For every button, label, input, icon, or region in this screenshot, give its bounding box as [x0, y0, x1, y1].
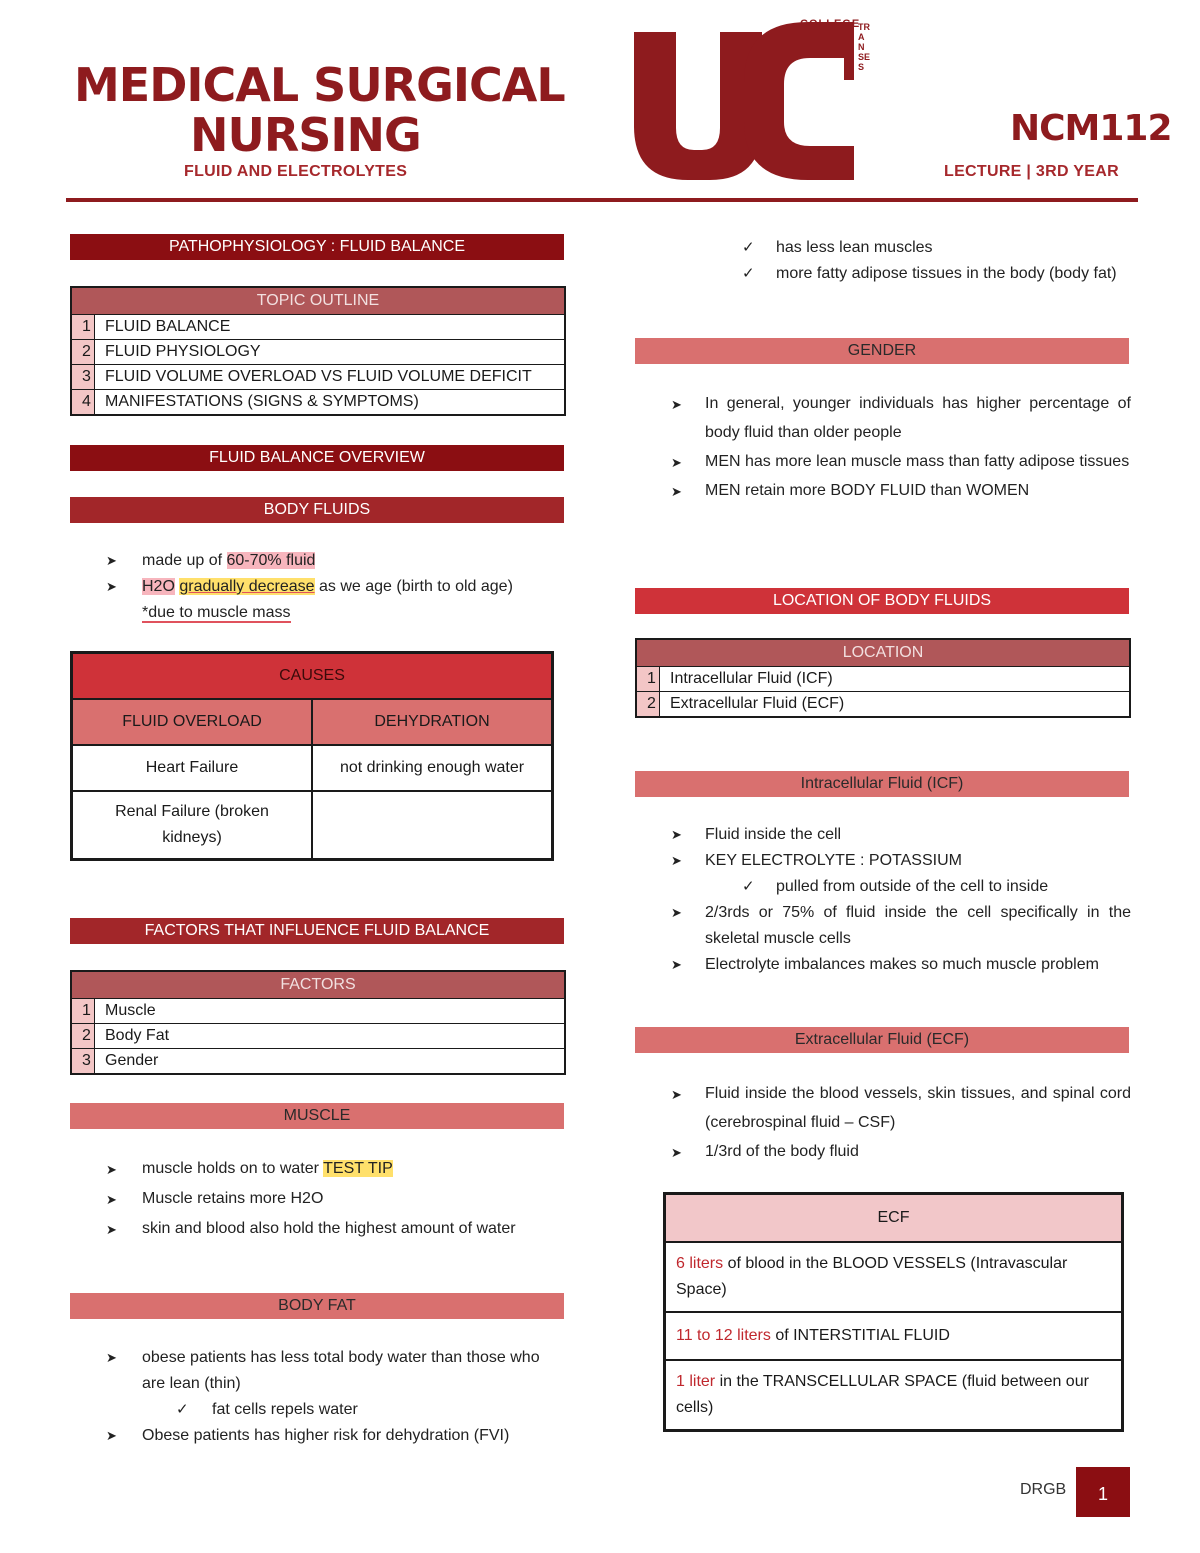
cell: [312, 791, 553, 860]
checkmark-icon: ✓: [742, 239, 755, 256]
arrow-bullet-icon: ➤: [671, 853, 682, 868]
checkmark-icon: ✓: [742, 265, 755, 282]
list-item: [106, 1214, 566, 1244]
row-text: FLUID BALANCE: [95, 315, 566, 340]
text: Muscle retains more H2O: [142, 1190, 324, 1207]
text: made up of: [142, 552, 227, 569]
table-row: [71, 315, 565, 340]
location-header: LOCATION: [636, 639, 1130, 667]
volume-text: 11 to 12 liters: [676, 1327, 771, 1344]
arrow-bullet-icon: ➤: [671, 397, 682, 412]
table-row: [71, 365, 565, 390]
ecf-header: ECF: [665, 1194, 1123, 1243]
row-text: Extracellular Fluid (ECF): [660, 692, 1131, 718]
highlight-text: H2O: [142, 578, 175, 595]
list-item: [106, 1154, 566, 1184]
row-text: FLUID VOLUME OVERLOAD VS FLUID VOLUME DEFICIT: [95, 365, 566, 390]
cell: Renal Failure (broken kidneys): [72, 791, 313, 860]
factors-table: [70, 970, 566, 1075]
check-item: [742, 261, 1132, 287]
header-divider: [66, 198, 1138, 202]
arrow-bullet-icon: ➤: [106, 1192, 117, 1207]
arrow-bullet-icon: ➤: [671, 484, 682, 499]
arrow-bullet-icon: ➤: [671, 455, 682, 470]
text: skin and blood also hold the highest amount of water: [142, 1220, 516, 1237]
list-item: [671, 389, 1131, 447]
row-number: 2: [71, 340, 95, 365]
page-number: 1: [1076, 1467, 1130, 1517]
highlight-text: 60-70% fluid: [226, 552, 316, 569]
table-row: [71, 340, 565, 365]
text: In general, younger individuals has higher percentage of body fluid than older people: [705, 395, 1131, 441]
table-row: [71, 1049, 565, 1075]
text: of blood in the BLOOD VESSELS (Intravascular Space): [676, 1255, 1068, 1298]
topic-outline-header: TOPIC OUTLINE: [71, 287, 565, 315]
body-fluids-bar: BODY FLUIDS: [70, 497, 564, 523]
list-item: [671, 848, 1131, 874]
text: fat cells repels water: [212, 1401, 358, 1418]
row-text: Muscle: [95, 999, 566, 1024]
col-header-dehydration: DEHYDRATION: [312, 699, 553, 745]
text: Obese patients has higher risk for dehydration (FVI): [142, 1427, 510, 1444]
list-item: [106, 1423, 566, 1449]
muscle-bar: MUSCLE: [70, 1103, 564, 1129]
check-item: [742, 235, 1132, 261]
muscle-list: [106, 1154, 566, 1244]
table-row: [636, 667, 1130, 692]
footer-initials: DRGB: [1020, 1481, 1067, 1498]
overview-bar: FLUID BALANCE OVERVIEW: [70, 445, 564, 471]
factors-header: FACTORS: [71, 971, 565, 999]
list-item: [106, 574, 566, 600]
factors-bar: FACTORS THAT INFLUENCE FLUID BALANCE: [70, 918, 564, 944]
uc-logo: [632, 18, 882, 188]
volume-text: 6 liters: [676, 1255, 724, 1272]
note-text: *due to muscle mass: [142, 604, 291, 621]
doc-title-line1: MEDICAL SURGICAL: [74, 58, 565, 112]
arrow-bullet-icon: ➤: [106, 1162, 117, 1177]
text: Fluid inside the blood vessels, skin tissues, and spinal cord (cerebrospinal fluid – CSF): [705, 1085, 1131, 1131]
course-info: LECTURE | 3RD YEAR: [944, 163, 1119, 180]
table-row: [71, 999, 565, 1024]
checkmark-icon: ✓: [176, 1401, 189, 1418]
test-tip-highlight: TEST TIP: [323, 1160, 393, 1177]
checkmark-icon: ✓: [742, 878, 755, 895]
highlight-text: gradually decrease: [179, 578, 315, 595]
list-item: [671, 952, 1131, 978]
text: Fluid inside the cell: [705, 826, 842, 843]
arrow-bullet-icon: ➤: [671, 905, 682, 920]
arrow-bullet-icon: ➤: [671, 957, 682, 972]
text: MEN has more lean muscle mass than fatty adipose tissues: [705, 453, 1130, 470]
table-row: [636, 692, 1130, 718]
text: muscle holds on to water: [142, 1160, 324, 1177]
pathophysiology-bar: PATHOPHYSIOLOGY : FLUID BALANCE: [70, 234, 564, 260]
list-item: [671, 1137, 1131, 1166]
ecf-row: [665, 1242, 1123, 1312]
text: KEY ELECTROLYTE : POTASSIUM: [705, 852, 962, 869]
ecf-bar: Extracellular Fluid (ECF): [635, 1027, 1129, 1053]
check-item: [106, 1397, 566, 1423]
causes-table: [70, 651, 554, 861]
body-fat-bar: BODY FAT: [70, 1293, 564, 1319]
arrow-bullet-icon: ➤: [106, 553, 117, 568]
body-fat-list: [106, 1345, 566, 1449]
body-fluids-list: [106, 548, 566, 626]
list-item: [106, 1345, 566, 1397]
course-code: NCM112: [1010, 108, 1172, 149]
text: more fatty adipose tissues in the body (body fat): [776, 265, 1117, 282]
row-number: 2: [71, 1024, 95, 1049]
row-number: 3: [71, 365, 95, 390]
row-text: FLUID PHYSIOLOGY: [95, 340, 566, 365]
list-item: [671, 822, 1131, 848]
row-number: 2: [636, 692, 660, 718]
list-item: [671, 1079, 1131, 1137]
row-text: Body Fat: [95, 1024, 566, 1049]
text: pulled from outside of the cell to inside: [776, 878, 1049, 895]
arrow-bullet-icon: ➤: [671, 827, 682, 842]
arrow-bullet-icon: ➤: [671, 1145, 682, 1160]
text: has less lean muscles: [776, 239, 933, 256]
list-note: [106, 600, 566, 626]
volume-text: 1 liter: [676, 1373, 716, 1390]
ecf-list: [671, 1079, 1131, 1166]
text: MEN retain more BODY FLUID than WOMEN: [705, 482, 1030, 499]
arrow-bullet-icon: ➤: [106, 1428, 117, 1443]
list-item: [671, 900, 1131, 952]
text: of INTERSTITIAL FLUID: [770, 1327, 950, 1344]
ecf-row: [665, 1312, 1123, 1360]
text: Electrolyte imbalances makes so much muscle problem: [705, 956, 1099, 973]
cell: not drinking enough water: [312, 745, 553, 791]
doc-title-line2: NURSING: [190, 108, 421, 162]
row-text: Gender: [95, 1049, 566, 1075]
cell: Heart Failure: [72, 745, 313, 791]
row-number: 3: [71, 1049, 95, 1075]
check-item: [671, 874, 1131, 900]
arrow-bullet-icon: ➤: [106, 1350, 117, 1365]
list-item: [671, 476, 1131, 505]
doc-subtitle: FLUID AND ELECTROLYTES: [184, 163, 408, 180]
topic-outline-table: [70, 286, 566, 416]
row-number: 1: [636, 667, 660, 692]
text: 1/3rd of the body fluid: [705, 1143, 859, 1160]
list-item: [106, 1184, 566, 1214]
table-row: [71, 390, 565, 416]
gender-list: [671, 389, 1131, 505]
row-number: 1: [71, 999, 95, 1024]
text: obese patients has less total body water than those who are lean (thin): [142, 1349, 540, 1392]
location-table: [635, 638, 1131, 718]
icf-list: [671, 822, 1131, 978]
arrow-bullet-icon: ➤: [671, 1087, 682, 1102]
text: 2/3rds or 75% of fluid inside the cell specifically in the skeletal muscle cells: [705, 904, 1131, 947]
table-row: [71, 1024, 565, 1049]
causes-header: CAUSES: [72, 653, 553, 700]
row-text: Intracellular Fluid (ICF): [660, 667, 1131, 692]
text: in the TRANSCELLULAR SPACE (fluid between our cells): [676, 1373, 1089, 1416]
gender-bar: GENDER: [635, 338, 1129, 364]
icf-bar: Intracellular Fluid (ICF): [635, 771, 1129, 797]
logo-transes-text: TRANSES: [858, 22, 871, 72]
list-item: [671, 447, 1131, 476]
row-number: 1: [71, 315, 95, 340]
row-text: MANIFESTATIONS (SIGNS & SYMPTOMS): [95, 390, 566, 416]
logo-college-text: COLLEGE: [800, 18, 861, 30]
arrow-bullet-icon: ➤: [106, 579, 117, 594]
text: as we age (birth to old age): [314, 578, 513, 595]
ecf-row: [665, 1360, 1123, 1431]
row-number: 4: [71, 390, 95, 416]
location-bar: LOCATION OF BODY FLUIDS: [635, 588, 1129, 614]
ecf-table: [663, 1192, 1124, 1432]
arrow-bullet-icon: ➤: [106, 1222, 117, 1237]
col-header-fluid-overload: FLUID OVERLOAD: [72, 699, 313, 745]
list-item: [106, 548, 566, 574]
top-check-list: [742, 235, 1132, 287]
